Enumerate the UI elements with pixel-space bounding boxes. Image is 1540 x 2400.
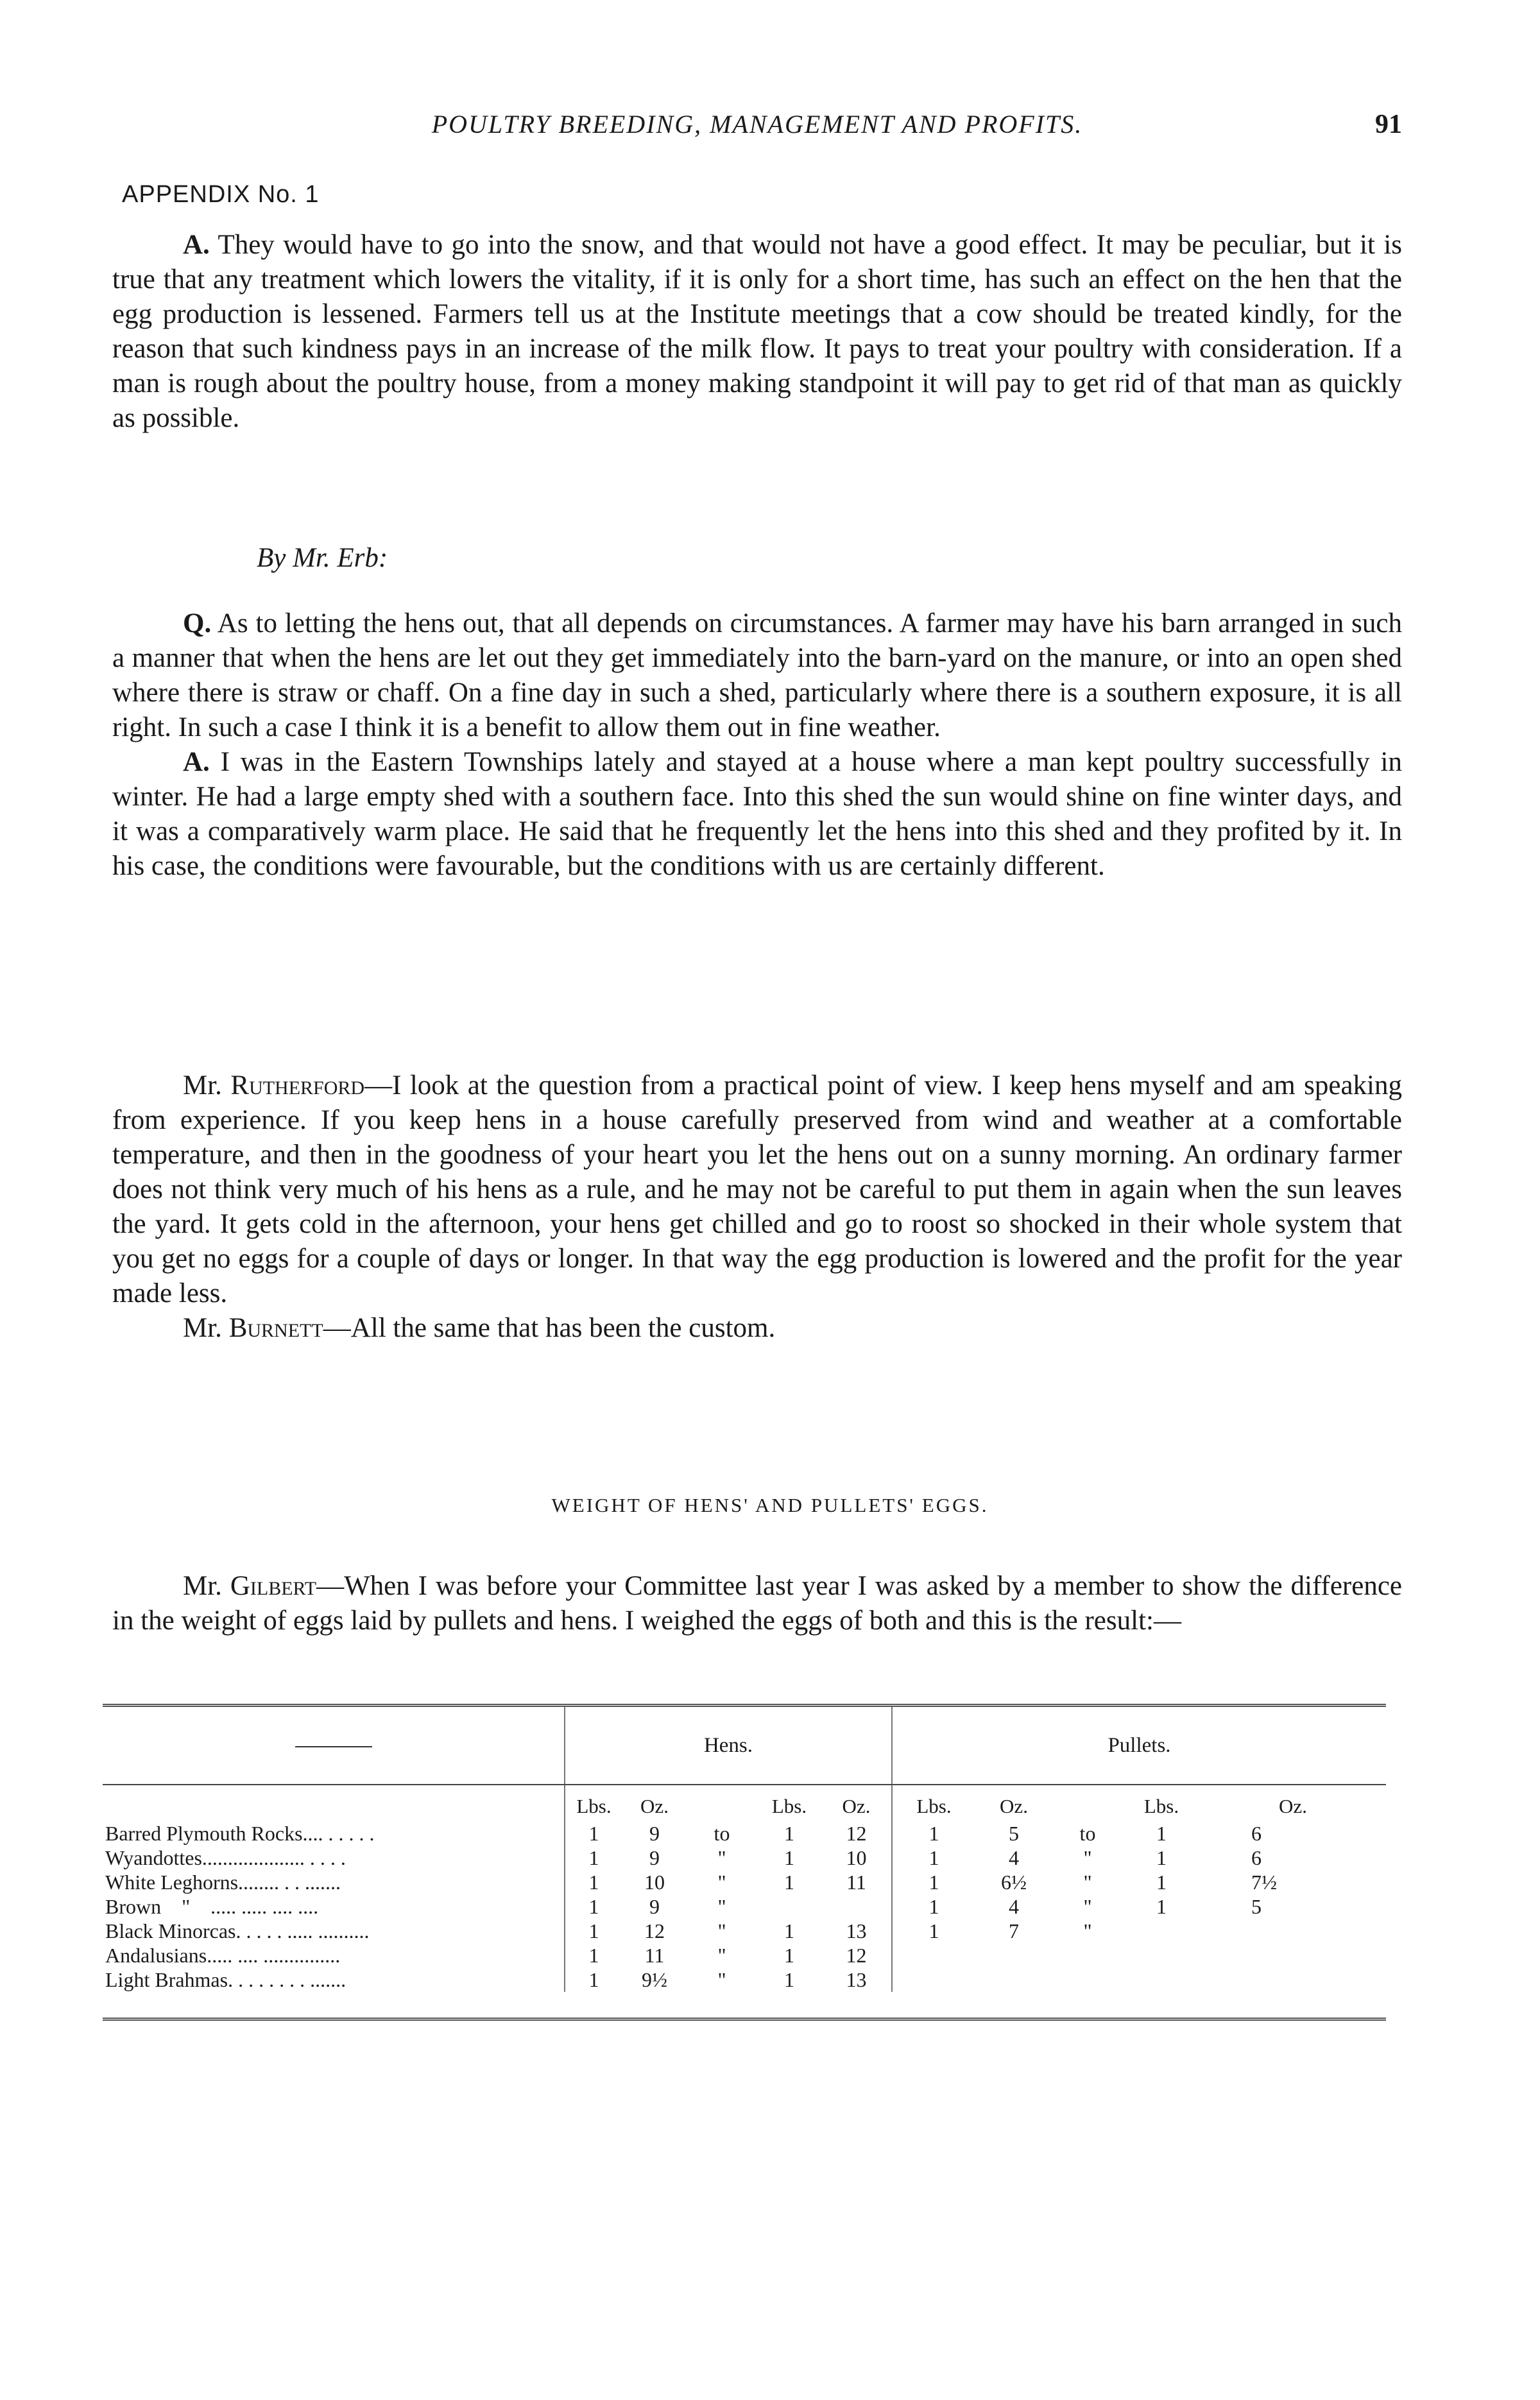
paragraph-answer-2 (112, 745, 1402, 884)
pullets-oz-max: 7½ (1251, 1871, 1277, 1894)
pullets-oz-min: 7 (1009, 1919, 1019, 1942)
paragraph-text: As to letting the hens out, that all depends on circumstances. A farmer may have his barn arranged in such a manner that when the hens are let out they get immediately into the barn-yard on the manure, or into an open shed where there is straw or chaff. On a fine day in such a shed, particularly where there is a southern exposure, it is all right. In such a case I think it is a benefit to allow them out in fine weather. (112, 608, 1402, 742)
hens-oz-min: 10 (644, 1871, 665, 1894)
hens-lbs-min: 1 (565, 1870, 622, 1894)
hens-to-unit (687, 1785, 757, 1821)
pullets-oz-min: 4 (1009, 1846, 1019, 1869)
pullets-oz-max: 6 (1251, 1822, 1262, 1845)
pullets-oz-min (975, 1967, 1052, 1992)
pullets-lbs-max: 1 (1156, 1822, 1167, 1845)
hens-lbs-max: 1 (784, 1871, 794, 1894)
hens-oz-max: 10 (846, 1846, 867, 1869)
hens-to: " (717, 1895, 726, 1918)
paragraph-text: I was in the Eastern Townships lately and stayed at a house where a man kept poultry successfully in winter. He had a large empty shed with a southern face. Into this shed the sun would shine on fine winter days, and it was a comparatively warm place. He said that he frequently let the hens into this shed and they profited by it. In his case, the conditions were favourable, but the conditions with us are certainly different. (112, 747, 1402, 881)
pullets-to (1052, 1943, 1123, 1967)
speaker-name: Rutherford (230, 1070, 365, 1101)
table-row (103, 1870, 1386, 1894)
hens-oz-min: 12 (644, 1919, 665, 1942)
units-stub (103, 1785, 565, 1821)
breed-name: Wyandottes.................... . . . . (105, 1846, 346, 1869)
pullets-lbs-min: 1 (892, 1894, 975, 1919)
table-row (103, 1943, 1386, 1967)
pullets-lbs-unit: Lbs. (892, 1785, 975, 1821)
breed-name: Andalusians..... .... ............... (105, 1944, 341, 1967)
table-row (103, 1821, 1386, 1846)
breed-name: White Leghorns........ . . ....... (105, 1871, 341, 1894)
pullets-to-unit (1052, 1785, 1123, 1821)
pullets-to: " (1083, 1846, 1092, 1869)
hens-to: " (717, 1968, 726, 1991)
weight-table (103, 1707, 1386, 2018)
pullets-oz-unit-2: Oz. (1279, 1795, 1307, 1817)
paragraph-gilbert (112, 1569, 1402, 1638)
hens-oz-max (821, 1894, 892, 1919)
question-label: Q. (183, 608, 212, 639)
text-block-4 (112, 1569, 1402, 1638)
page-number: 91 (1375, 110, 1402, 139)
speaker-prefix: Mr. (183, 1313, 222, 1343)
pullets-to: " (1083, 1895, 1092, 1918)
pullets-oz-unit: Oz. (1000, 1795, 1028, 1817)
pullets-lbs-min: 1 (892, 1870, 975, 1894)
hens-to: " (717, 1919, 726, 1942)
paragraph-text: They would have to go into the snow, and that would not have a good effect. It may be peculiar, but it is true that any treatment which lowers the vitality, if it is only for a short time, has such an effect on the hen that the egg production is lessened. Farmers tell us at the Institute meetings that a cow should be treated kindly, for the reason that such kindness pays in an increase of the milk flow. It pays to treat your poultry with consideration. If a man is rough about the poultry house, from a money making standpoint it will pay to get rid of that man as quickly as possible. (112, 230, 1403, 433)
pullets-oz-min (975, 1943, 1052, 1967)
pullets-to (1052, 1967, 1123, 1992)
paragraph-text: —All the same that has been the custom. (323, 1313, 776, 1343)
pullets-oz-max: 6 (1251, 1846, 1262, 1869)
pullets-lbs-max (1123, 1943, 1200, 1967)
pullets-lbs-min: 1 (892, 1821, 975, 1846)
hens-lbs-min: 1 (565, 1846, 622, 1870)
pullets-lbs-min (892, 1943, 975, 1967)
breed-name: Black Minorcas. . . . . ..... .......... (105, 1919, 370, 1942)
pullets-oz-max (1200, 1967, 1386, 1992)
pullets-lbs-min: 1 (892, 1919, 975, 1943)
pullets-to: to (1079, 1822, 1096, 1845)
paragraph-rutherford (112, 1068, 1402, 1311)
hens-to: " (717, 1846, 726, 1869)
hens-lbs-max: 1 (784, 1944, 794, 1967)
text-block-3 (112, 1068, 1402, 1346)
hens-lbs-min: 1 (565, 1894, 622, 1919)
speaker-prefix: Mr. (183, 1571, 222, 1601)
pullets-oz-max: 5 (1251, 1895, 1262, 1918)
units-row (103, 1785, 1386, 1821)
breed-name: Barred Plymouth Rocks.... . . . . . (105, 1822, 375, 1845)
hens-to: " (717, 1871, 726, 1894)
paragraph-text: —I look at the question from a practical point of view. I keep hens myself and am speaking from experience. If you keep hens in a house carefully preserved from wind and weather at a comfortable temperature, and then in the goodness of your heart you let the hens out on a sunny morning. An ordinary farmer does not think very much of his hens as a rule, and he may not be careful to put them in again when the sun leaves the yard. It gets cold in the afternoon, your hens get chilled and go to roost so shocked in their whole system that you get no eggs for a couple of days or longer. In that way the egg production is lowered and the profit for the year made less. (112, 1070, 1402, 1308)
hens-lbs-min: 1 (565, 1967, 622, 1992)
stub-header (103, 1707, 565, 1784)
section-heading: WEIGHT OF HENS' AND PULLETS' EGGS. (551, 1494, 989, 1516)
hens-lbs-min: 1 (565, 1919, 622, 1943)
table-row (103, 1919, 1386, 1943)
hens-oz-max: 12 (846, 1944, 867, 1967)
pullets-oz-min: 5 (1009, 1822, 1019, 1845)
text-block-1 (112, 228, 1402, 436)
egg-weight-table (103, 1704, 1386, 2021)
appendix-label: APPENDIX No. 1 (122, 181, 320, 208)
hens-lbs-max: 1 (784, 1822, 794, 1845)
pullets-lbs-max: 1 (1156, 1871, 1167, 1894)
pullets-oz-min: 4 (1009, 1895, 1019, 1918)
hens-oz-min: 9 (649, 1822, 660, 1845)
pullets-lbs-max: 1 (1156, 1846, 1167, 1869)
speaker-name: Gilbert (230, 1571, 317, 1601)
table-row (103, 1894, 1386, 1919)
hens-oz-min: 11 (644, 1944, 665, 1967)
group-header-row (103, 1707, 1386, 1784)
pullets-lbs-min: 1 (892, 1846, 975, 1870)
pullets-lbs-max: 1 (1156, 1895, 1167, 1918)
pullets-lbs-max (1123, 1919, 1200, 1943)
hens-oz-max: 13 (846, 1919, 867, 1942)
hens-oz-max: 13 (846, 1968, 867, 1991)
paragraph-answer-1 (112, 228, 1402, 436)
breed-name: Brown " ..... ..... .... .... (105, 1895, 319, 1918)
pullets-header: Pullets. (892, 1707, 1386, 1784)
pullets-oz-max (1200, 1919, 1386, 1943)
hens-header: Hens. (565, 1707, 892, 1784)
hens-oz-min: 9 (649, 1846, 660, 1869)
pullets-lbs-max (1123, 1967, 1200, 1992)
pullets-to: " (1083, 1919, 1092, 1942)
hens-oz-min: 9½ (642, 1968, 667, 1991)
paragraph-text: —When I was before your Committee last year I was asked by a member to show the difference in the weight of eggs laid by pullets and hens. I weighed the eggs of both and this is the result:— (112, 1571, 1402, 1636)
speaker-name: Burnett (228, 1313, 323, 1343)
paragraph-question (112, 606, 1402, 745)
stub-dash (295, 1746, 372, 1747)
pullets-to: " (1083, 1871, 1092, 1894)
byline: By Mr. Erb: (257, 543, 388, 573)
hens-to: " (717, 1944, 726, 1967)
hens-lbs-max (757, 1894, 821, 1919)
hens-oz-min: 9 (649, 1895, 660, 1918)
answer-label: A. (183, 230, 210, 260)
pullets-oz-min: 6½ (1001, 1871, 1027, 1894)
hens-to: to (714, 1822, 730, 1845)
table-row (103, 1967, 1386, 1992)
hens-oz-unit: Oz. (640, 1795, 669, 1817)
hens-lbs-min: 1 (565, 1943, 622, 1967)
hens-lbs-max: 1 (784, 1968, 794, 1991)
breed-name: Light Brahmas. . . . . . . . ....... (105, 1968, 346, 1991)
hens-oz-max: 12 (846, 1822, 867, 1845)
answer-label: A. (183, 747, 210, 777)
hens-lbs-max: 1 (784, 1846, 794, 1869)
hens-oz-unit-2: Oz. (842, 1795, 871, 1817)
hens-lbs-max: 1 (784, 1919, 794, 1942)
speaker-prefix: Mr. (183, 1070, 222, 1101)
pullets-lbs-min (892, 1967, 975, 1992)
hens-oz-max: 11 (846, 1871, 866, 1894)
pullets-oz-max (1200, 1943, 1386, 1967)
table-bottom-rule (103, 2018, 1386, 2021)
running-title: POULTRY BREEDING, MANAGEMENT AND PROFITS. (431, 110, 1083, 139)
hens-lbs-min: 1 (565, 1821, 622, 1846)
paragraph-burnett (112, 1311, 1402, 1346)
running-head (112, 109, 1402, 148)
hens-lbs-unit-2: Lbs. (771, 1795, 807, 1817)
hens-lbs-unit: Lbs. (565, 1785, 622, 1821)
pullets-lbs-unit-2: Lbs. (1143, 1795, 1179, 1817)
text-block-2 (112, 606, 1402, 884)
table-row (103, 1846, 1386, 1870)
